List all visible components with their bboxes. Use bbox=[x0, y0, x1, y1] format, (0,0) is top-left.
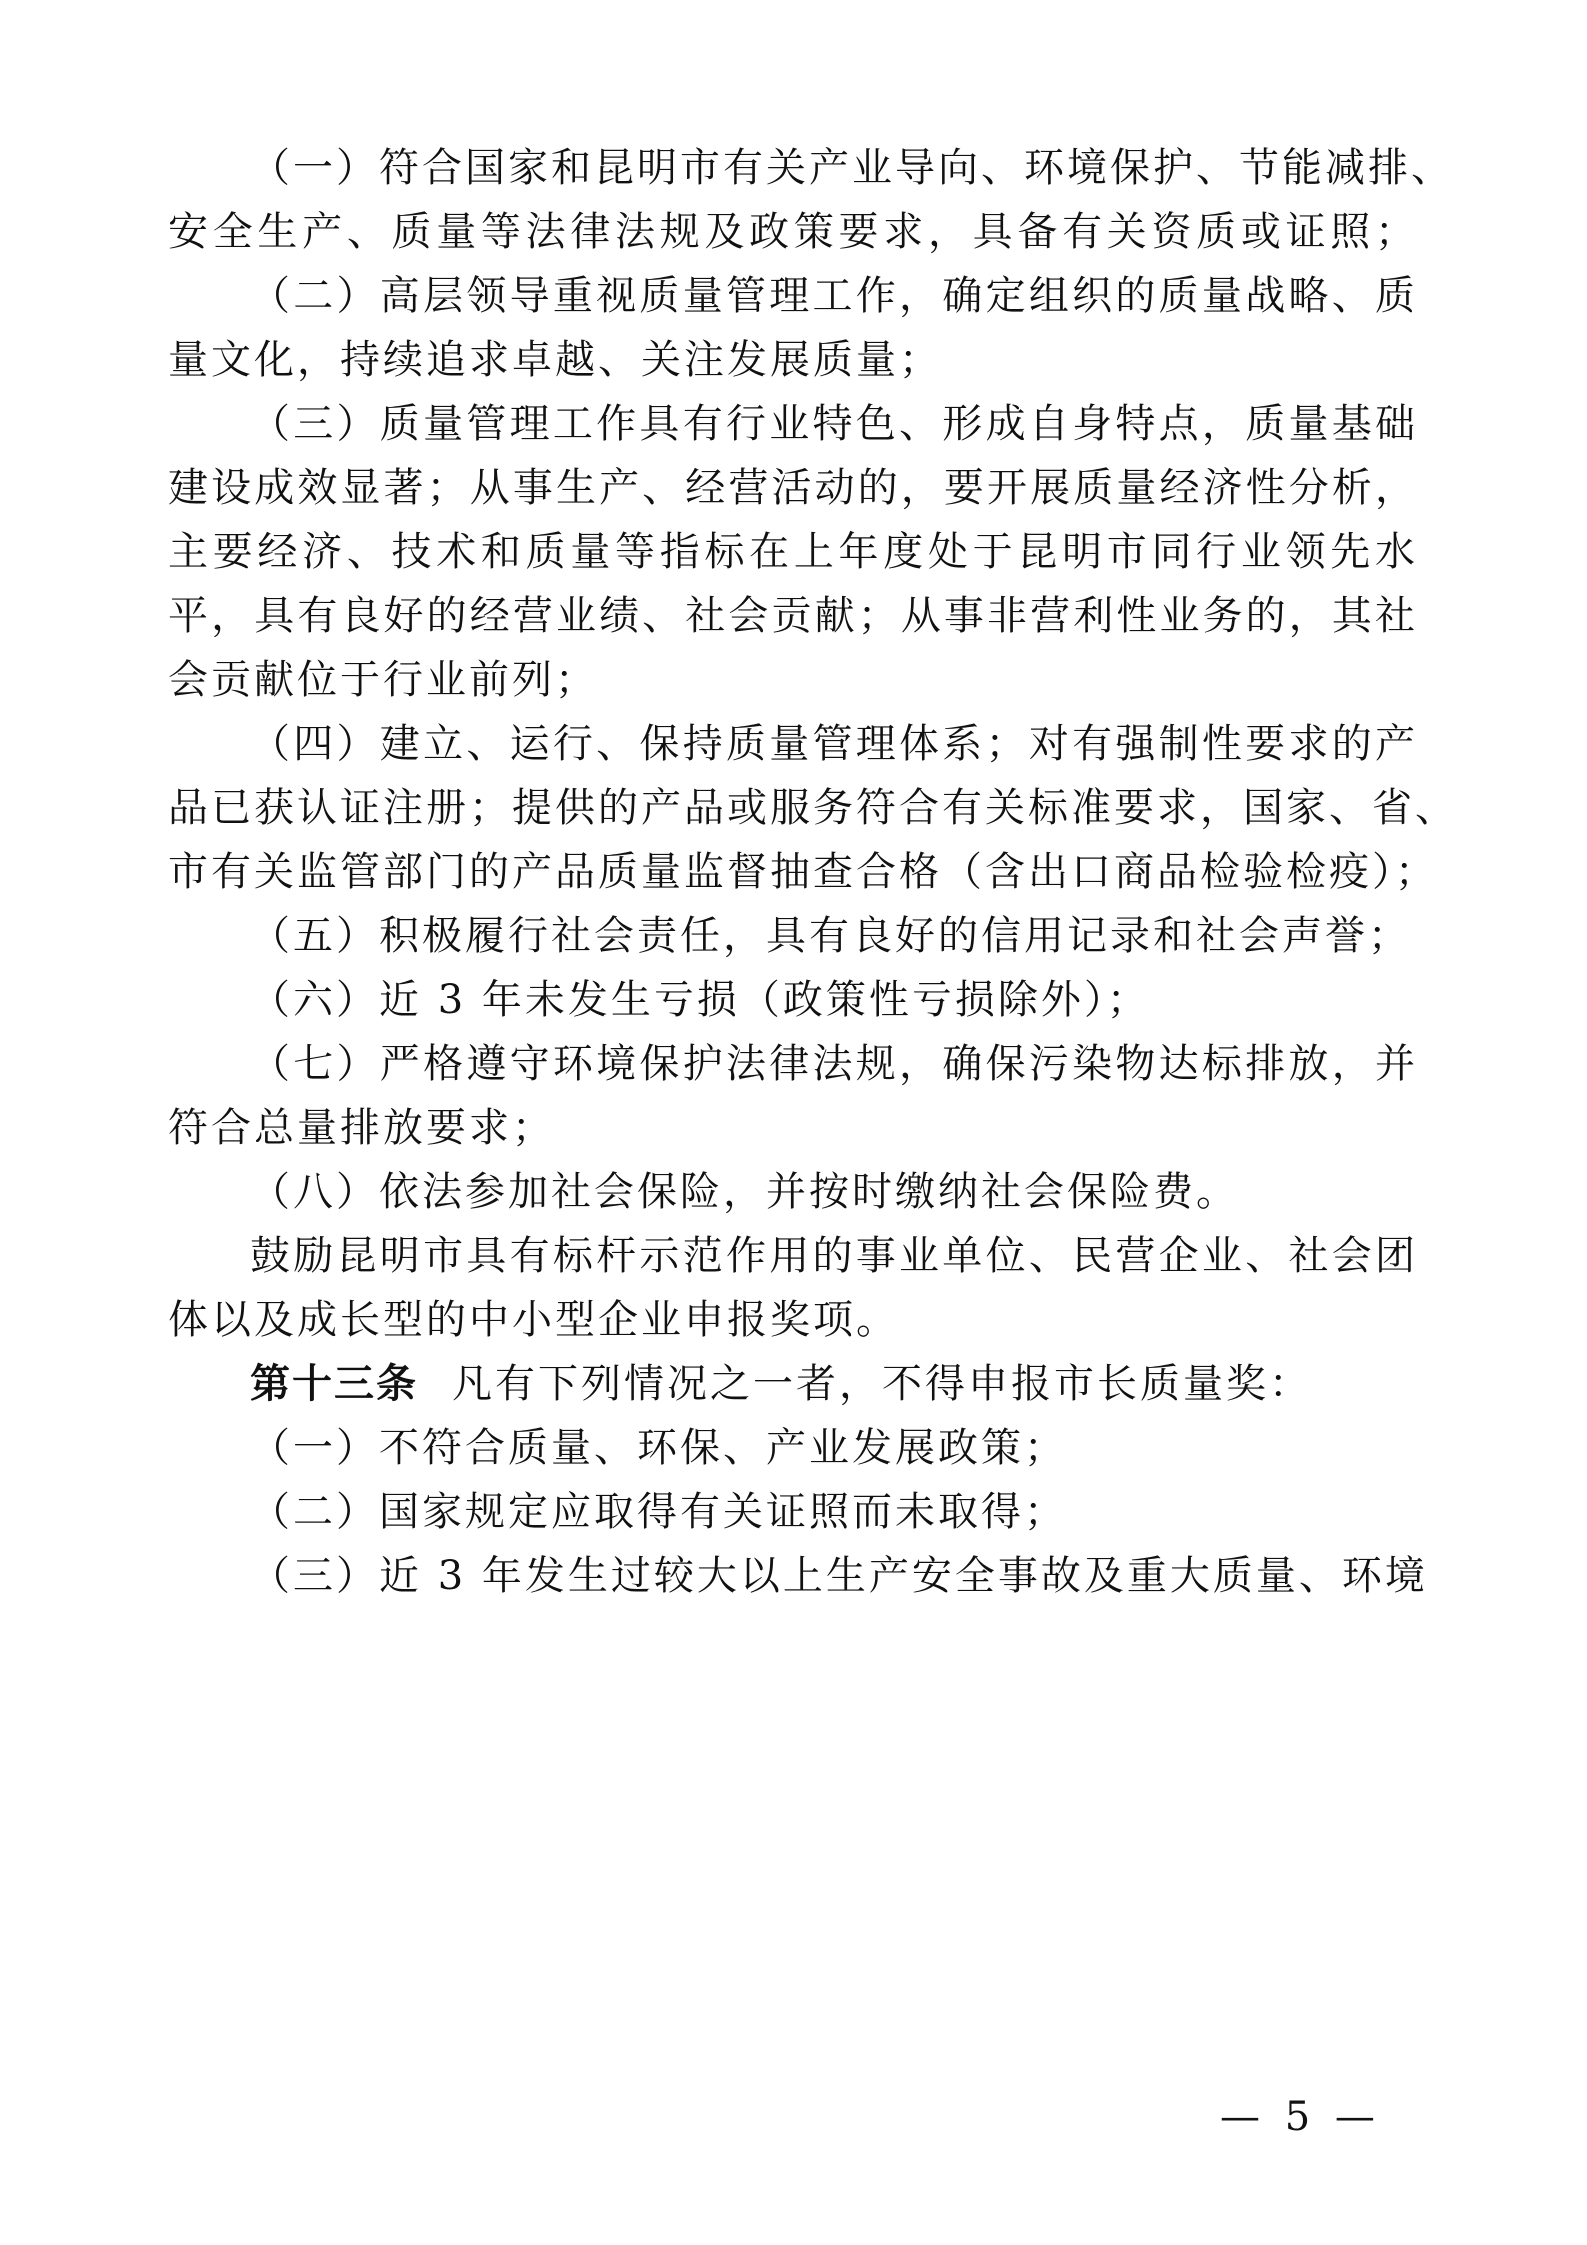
text-line-7: 主要经济、技术和质量等指标在上年度处于昆明市同行业领先水 bbox=[168, 529, 1418, 575]
text-line-10: （四）建立、运行、保持质量管理体系；对有强制性要求的产 bbox=[250, 721, 1418, 767]
text-line-8: 平，具有良好的经营业绩、社会贡献；从事非营利性业务的，其社 bbox=[168, 593, 1418, 639]
page-number: — 5 — bbox=[1220, 2094, 1381, 2140]
text-line-3: （二）高层领导重视质量管理工作，确定组织的质量战略、质 bbox=[250, 273, 1418, 319]
text-line-16: 符合总量排放要求； bbox=[168, 1105, 555, 1151]
text-line-21: （一）不符合质量、环保、产业发展政策； bbox=[250, 1425, 1067, 1471]
text-line-1: （一）符合国家和昆明市有关产业导向、环境保护、节能减排、 bbox=[250, 145, 1454, 191]
text-line-22: （二）国家规定应取得有关证照而未取得； bbox=[250, 1489, 1067, 1535]
text-line-15: （七）严格遵守环境保护法律法规，确保污染物达标排放，并 bbox=[250, 1041, 1418, 1087]
text-line-6: 建设成效显著；从事生产、经营活动的，要开展质量经济性分析， bbox=[168, 465, 1418, 511]
article-13-line bbox=[250, 1356, 1418, 1412]
text-line-9: 会贡献位于行业前列； bbox=[168, 657, 598, 703]
article-13-text: 凡有下列情况之一者，不得申报市长质量奖： bbox=[452, 1361, 1312, 1407]
text-line-4: 量文化，持续追求卓越、关注发展质量； bbox=[168, 337, 942, 383]
text-line-5: （三）质量管理工作具有行业特色、形成自身特点，质量基础 bbox=[250, 401, 1418, 447]
text-line-14: （六）近 3 年未发生亏损（政策性亏损除外）； bbox=[250, 977, 1150, 1023]
text-line-17: （八）依法参加社会保险，并按时缴纳社会保险费。 bbox=[250, 1169, 1239, 1215]
text-line-2: 安全生产、质量等法律法规及政策要求，具备有关资质或证照； bbox=[168, 209, 1418, 255]
text-line-13: （五）积极履行社会责任，具有良好的信用记录和社会声誉； bbox=[250, 913, 1411, 959]
article-label: 第十三条 bbox=[250, 1361, 418, 1407]
text-line-12: 市有关监管部门的产品质量监督抽查合格（含出口商品检验检疫）； bbox=[168, 849, 1438, 895]
text-line-18: 鼓励昆明市具有标杆示范作用的事业单位、民营企业、社会团 bbox=[250, 1233, 1418, 1279]
text-line-11: 品已获认证注册；提供的产品或服务符合有关标准要求，国家、省、 bbox=[168, 785, 1458, 831]
text-line-23: （三）近 3 年发生过较大以上生产安全事故及重大质量、环境 bbox=[250, 1553, 1428, 1599]
text-line-19: 体以及成长型的中小型企业申报奖项。 bbox=[168, 1297, 899, 1343]
